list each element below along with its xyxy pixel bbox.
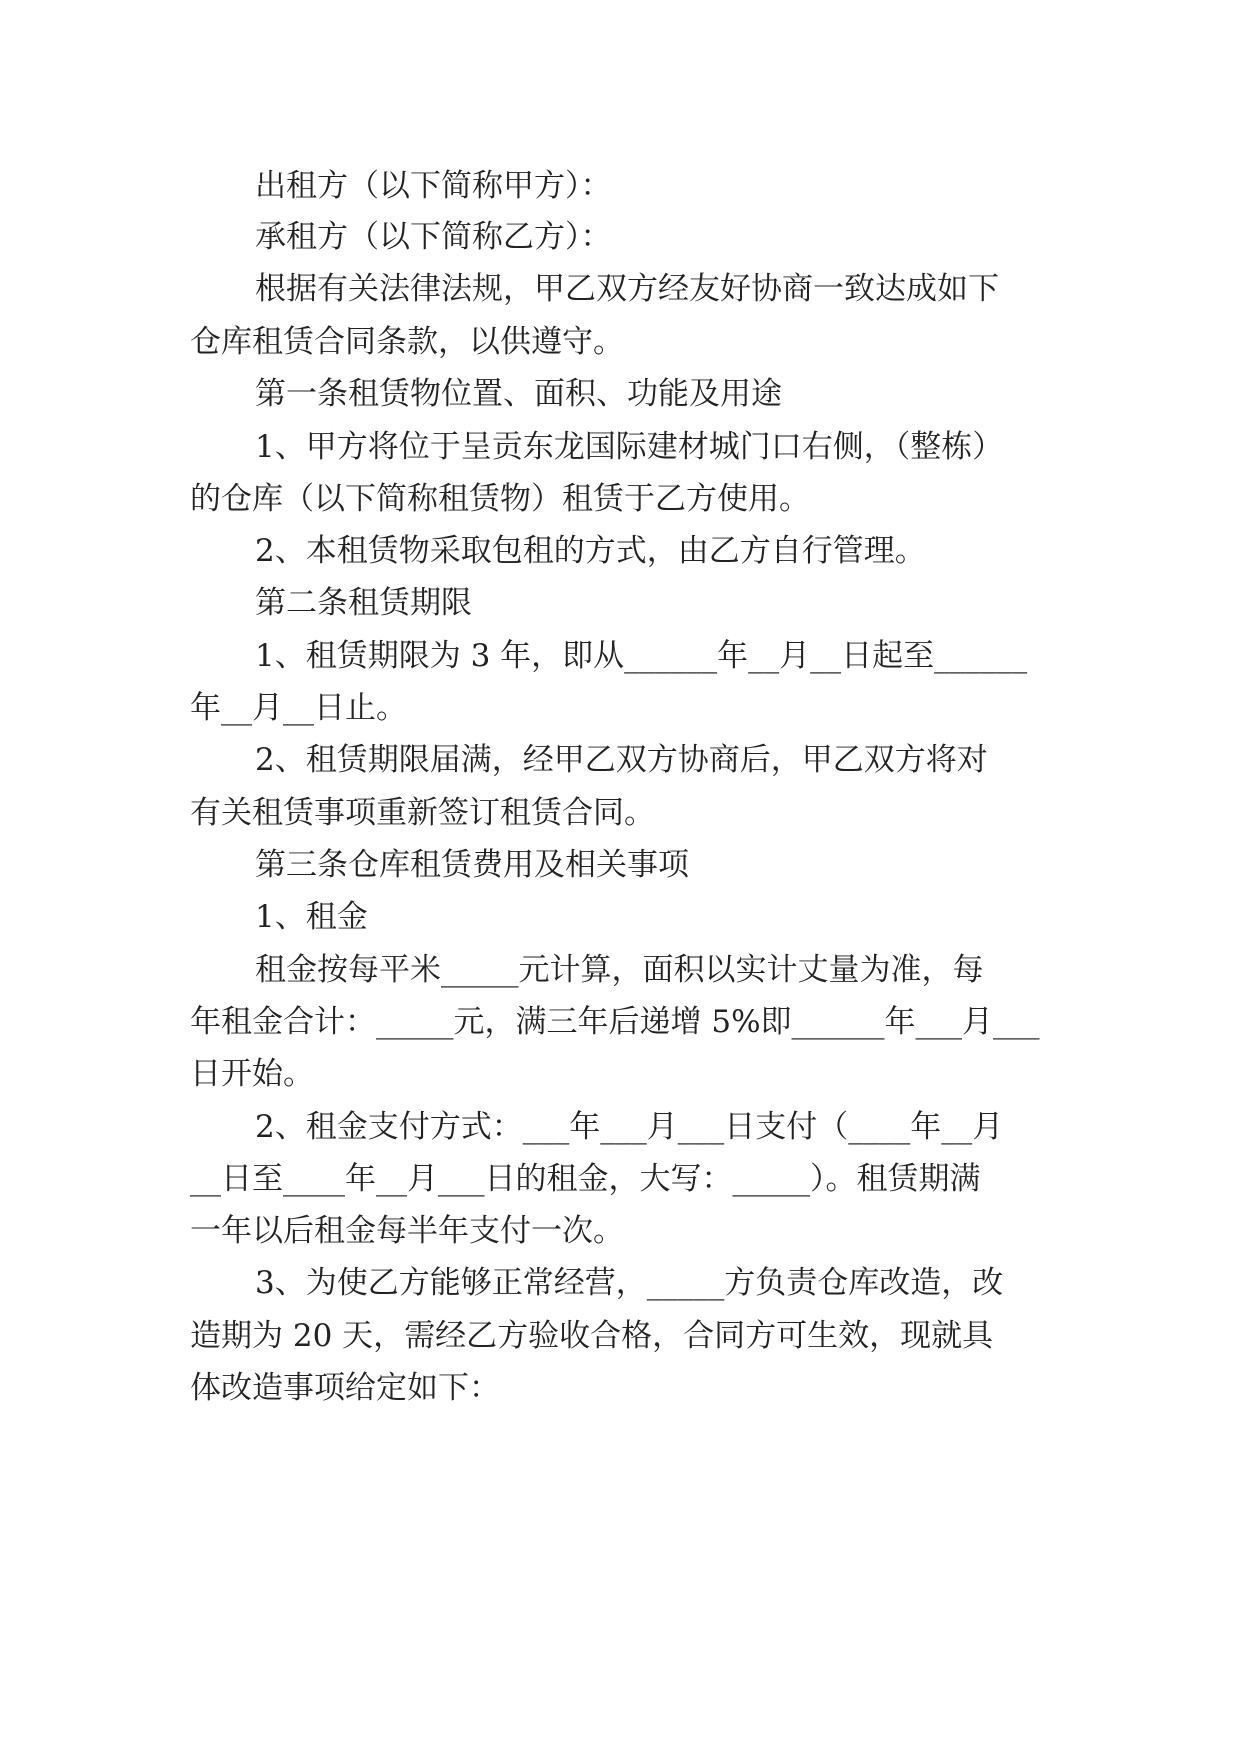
article-2-item-2-line-2: 有关租赁事项重新签订租赁合同。 [190, 795, 655, 831]
renovation-line-1: 3、为使乙方能够正常经营，_____方负责仓库改造，改 [255, 1265, 1004, 1301]
article-1-heading: 第一条租赁物位置、面积、功能及用途 [255, 376, 782, 412]
article-2-item-1-line-1: 1、租赁期限为 3 年，即从______年__月__日起至______ [255, 638, 1028, 674]
article-1-item-1-line-1: 1、甲方将位于呈贡东龙国际建材城门口右侧，（整栋） [255, 429, 1004, 465]
article-1-item-1-line-2: 的仓库（以下简称租赁物）租赁于乙方使用。 [190, 481, 810, 517]
lessor-line: 出租方（以下简称甲方）： [255, 168, 612, 204]
rent-line-1: 租金按每平米_____元计算，面积以实计丈量为准，每 [255, 952, 984, 988]
article-1-item-2: 2、本租赁物采取包租的方式，由乙方自行管理。 [255, 533, 926, 569]
payment-line-1: 2、租金支付方式：___年___月___日支付（____年__月 [255, 1109, 1004, 1145]
renovation-line-3: 体改造事项给定如下： [190, 1370, 500, 1406]
preamble-line-2: 仓库租赁合同条款，以供遵守。 [190, 324, 624, 360]
article-2-heading: 第二条租赁期限 [255, 585, 472, 621]
payment-line-2: __日至____年__月___日的租金，大写：_____）。租赁期满 [190, 1161, 981, 1197]
payment-line-3: 一年以后租金每半年支付一次。 [190, 1213, 624, 1249]
renovation-line-2: 造期为 20 天，需经乙方验收合格，合同方可生效，现就具 [190, 1318, 994, 1354]
article-3-item-1-heading: 1、租金 [255, 899, 368, 935]
lessee-line: 承租方（以下简称乙方）： [255, 219, 612, 255]
rent-line-2: 年租金合计：_____元，满三年后递增 5%即______年___月___ [190, 1004, 1040, 1040]
rent-line-3: 日开始。 [190, 1056, 314, 1092]
preamble-line-1: 根据有关法律法规，甲乙双方经友好协商一致达成如下 [255, 271, 999, 307]
article-3-heading: 第三条仓库租赁费用及相关事项 [255, 847, 689, 883]
article-2-item-1-line-2: 年__月__日止。 [190, 690, 407, 726]
article-2-item-2-line-1: 2、租赁期限届满，经甲乙双方协商后，甲乙双方将对 [255, 742, 988, 778]
